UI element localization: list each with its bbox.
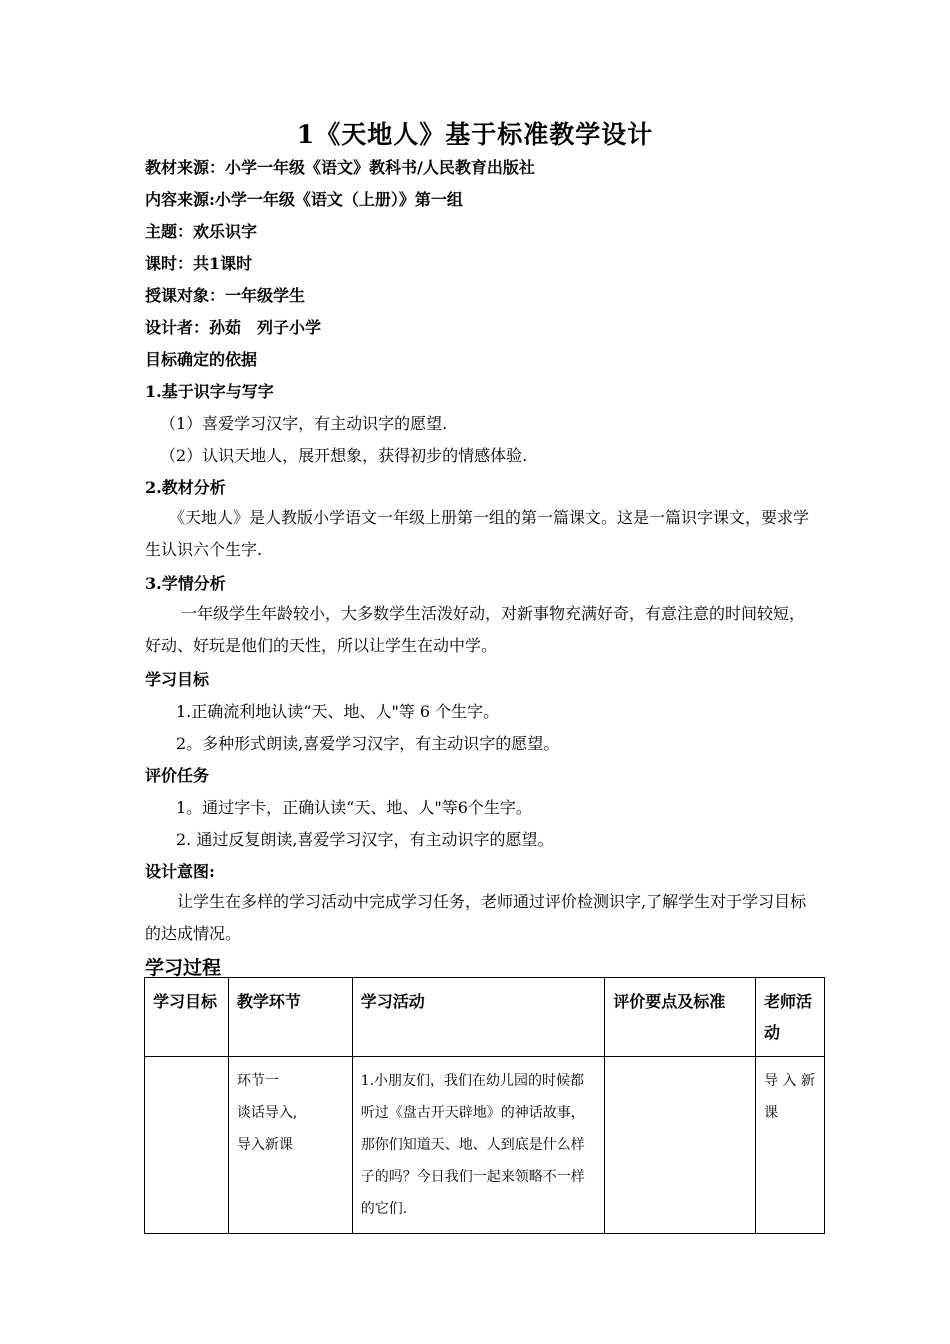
- basis-heading: 目标确定的依据: [145, 350, 258, 369]
- designer: 设计者：孙茹 列子小学: [145, 318, 322, 337]
- audience: 授课对象：一年级学生: [145, 286, 306, 305]
- column-header: 老师活动: [756, 978, 825, 1057]
- goal-item: 2。多种形式朗读,喜爱学习汉字，有主动识字的愿望。: [176, 734, 560, 753]
- section1-item: （2）认识天地人，展开想象，获得初步的情感体验.: [160, 446, 528, 465]
- table-header-row: [145, 978, 825, 1057]
- table-row: [145, 1057, 825, 1234]
- evaluation-item: 2. 通过反复朗读,喜爱学习汉字，有主动识字的愿望。: [176, 830, 554, 849]
- column-header: 学习活动: [352, 978, 605, 1057]
- teacher-cell: 导 入 新 课: [756, 1057, 825, 1234]
- stage-line: 环节一: [236, 1073, 279, 1089]
- evaluation-item: 1。通过字卡，正确认读“天、地、人"等6个生字。: [176, 798, 532, 817]
- stage-line: 谈话导入,: [236, 1105, 298, 1121]
- section2-text: 《天地人》是人教版小学语文一年级上册第一组的第一篇课文。这是一篇识字课文，要求学生认识六个生字.: [145, 508, 810, 559]
- theme: 主题：欢乐识字: [145, 222, 258, 241]
- intent-heading: 设计意图:: [145, 862, 215, 881]
- source-material: 教材来源：小学一年级《语文》教科书/人民教育出版社: [145, 158, 535, 177]
- goals-heading: 学习目标: [145, 670, 210, 689]
- column-header: 评价要点及标准: [605, 978, 756, 1057]
- section3-text: 一年级学生年龄较小，大多数学生活泼好动，对新事物充满好奇，有意注意的时间较短，好动、好玩是他们的天性，所以让学生在动中学。: [145, 604, 806, 655]
- stage-line: 导入新课: [236, 1137, 293, 1153]
- process-table: [144, 977, 825, 1234]
- section1-item: （1）喜爱学习汉字，有主动识字的愿望.: [160, 414, 448, 433]
- column-header: 学习目标: [145, 978, 229, 1057]
- goal-cell: [145, 1057, 229, 1234]
- content-source: 内容来源:小学一年级《语文（上册）》第一组: [145, 190, 463, 209]
- process-heading: 学习过程: [145, 957, 222, 979]
- activity-cell: 1.小朋友们，我们在幼儿园的时候都听过《盘古开天辟地》的神话故事，那你们知道天、地、人到底是什么样子的吗？今日我们一起来领略不一样的它们.: [352, 1057, 605, 1234]
- stage-cell: [228, 1057, 352, 1234]
- intent-text: 让学生在多样的学习活动中完成学习任务，老师通过评价检测识字,了解学生对于学习目标的达成情况。: [145, 892, 807, 943]
- criteria-cell: [605, 1057, 756, 1234]
- column-header: 教学环节: [228, 978, 352, 1057]
- goal-item: 1.正确流利地认读“天、地、人"等 6 个生字。: [176, 702, 500, 721]
- section2-heading: 2.教材分析: [145, 478, 226, 497]
- class-hours: 课时：共1课时: [145, 254, 253, 273]
- evaluation-heading: 评价任务: [145, 766, 210, 785]
- section3-heading: 3.学情分析: [145, 574, 226, 593]
- section1-heading: 1.基于识字与写字: [145, 382, 274, 401]
- document-title: 1《天地人》基于标准教学设计: [296, 120, 654, 149]
